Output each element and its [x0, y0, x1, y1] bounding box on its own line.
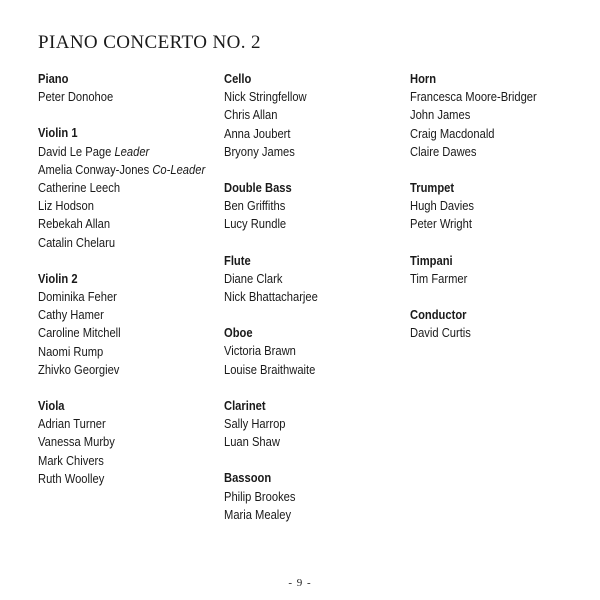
- member-row: [410, 270, 565, 288]
- section-heading: Flute: [224, 252, 251, 268]
- section-heading: Cello: [224, 71, 252, 86]
- member-row: [410, 106, 565, 124]
- section-horn: [410, 70, 590, 161]
- section-heading: Viola: [38, 398, 65, 414]
- member-row: [38, 234, 193, 252]
- member-row: [224, 143, 379, 161]
- member-row: [410, 197, 565, 215]
- section-heading: Double Bass: [224, 180, 292, 196]
- member-row: [224, 197, 379, 215]
- member-row: [38, 306, 193, 324]
- member-row: [38, 452, 193, 470]
- member-name: Craig Macdonald: [410, 125, 495, 141]
- section-heading: Trumpet: [410, 180, 455, 196]
- section-heading: Timpani: [410, 252, 453, 268]
- member-name: Mark Chivers: [38, 452, 104, 468]
- member-name: Tim Farmer: [410, 270, 468, 286]
- member-row: [38, 343, 193, 361]
- member-row: [38, 470, 193, 488]
- member-row: [224, 88, 379, 106]
- member-row: [224, 270, 379, 288]
- member-name: Nick Bhattacharjee: [224, 289, 318, 305]
- member-name: David Curtis: [410, 325, 471, 341]
- section-heading: Horn: [410, 71, 437, 86]
- member-name: Anna Joubert: [224, 125, 291, 141]
- column-1: [38, 70, 218, 506]
- member-name: Bryony James: [224, 143, 295, 159]
- column-3: [410, 70, 590, 360]
- section-viola: [38, 397, 218, 488]
- member-row: [224, 361, 379, 379]
- member-name: Victoria Brawn: [224, 343, 296, 359]
- section-heading: Conductor: [410, 307, 467, 323]
- member-row: [38, 179, 193, 197]
- member-row: [224, 215, 379, 233]
- member-row: [38, 197, 193, 215]
- member-name: Chris Allan: [224, 107, 278, 123]
- section-piano: [38, 70, 218, 106]
- member-row: [224, 106, 379, 124]
- member-row: [224, 125, 379, 143]
- member-name: Cathy Hamer: [38, 307, 104, 323]
- member-name: Vanessa Murby: [38, 434, 115, 450]
- member-name: Liz Hodson: [38, 198, 94, 214]
- member-name: Luan Shaw: [224, 434, 280, 450]
- member-name: Rebekah Allan: [38, 216, 111, 232]
- section-trumpet: [410, 179, 590, 234]
- section-cello: [224, 70, 404, 161]
- member-name: Philip Brookes: [224, 488, 296, 504]
- member-name: Diane Clark: [224, 270, 283, 286]
- page-number: - 9 -: [288, 577, 312, 589]
- member-row: [224, 488, 379, 506]
- member-name: David Le Page: [38, 143, 112, 159]
- member-row: [224, 506, 379, 524]
- member-row: [38, 88, 193, 106]
- section-clarinet: [224, 397, 404, 452]
- section-heading: Violin 1: [38, 125, 78, 141]
- member-name: Peter Wright: [410, 216, 472, 232]
- section-flute: [224, 252, 404, 307]
- section-oboe: [224, 324, 404, 379]
- member-name: Caroline Mitchell: [38, 325, 121, 341]
- section-conductor: [410, 306, 590, 342]
- section-heading: Clarinet: [224, 397, 266, 413]
- member-row: [38, 161, 206, 179]
- member-name: Nick Stringfellow: [224, 89, 307, 105]
- member-row: [38, 215, 193, 233]
- section-bassoon: [224, 469, 404, 524]
- member-name: Francesca Moore-Bridger: [410, 89, 537, 105]
- member-name: Sally Harrop: [224, 416, 286, 432]
- member-row: [224, 415, 379, 433]
- member-name: Catherine Leech: [38, 180, 121, 196]
- member-row: [410, 88, 565, 106]
- member-row: [38, 324, 193, 342]
- member-name: Zhivko Georgiev: [38, 361, 120, 377]
- member-name: Catalin Chelaru: [38, 234, 116, 250]
- member-row: [38, 433, 193, 451]
- section-heading: Oboe: [224, 325, 253, 341]
- page-title: PIANO CONCERTO NO. 2: [38, 32, 261, 53]
- member-name: Adrian Turner: [38, 416, 106, 432]
- member-name: Ben Griffiths: [224, 198, 286, 214]
- member-name: Naomi Rump: [38, 343, 104, 359]
- member-name: Dominika Feher: [38, 289, 117, 305]
- member-name: Lucy Rundle: [224, 216, 287, 232]
- member-row: [38, 415, 193, 433]
- member-row: [410, 324, 565, 342]
- section-heading: Bassoon: [224, 470, 272, 486]
- member-row: [410, 215, 565, 233]
- member-row: [38, 288, 193, 306]
- member-role: Leader: [114, 143, 150, 159]
- member-row: [410, 125, 565, 143]
- member-row: [38, 143, 193, 161]
- member-name: Ruth Woolley: [38, 470, 105, 486]
- member-name: Louise Braithwaite: [224, 361, 316, 377]
- section-timpani: [410, 252, 590, 288]
- member-row: [224, 433, 379, 451]
- member-name: Amelia Conway-Jones: [38, 161, 150, 177]
- section-heading: Violin 2: [38, 270, 78, 286]
- member-name: Peter Donohoe: [38, 89, 114, 105]
- member-name: Hugh Davies: [410, 198, 475, 214]
- member-name: Claire Dawes: [410, 143, 477, 159]
- member-row: [224, 288, 379, 306]
- section-violin-1: [38, 124, 218, 251]
- member-row: [224, 342, 379, 360]
- member-role: Co-Leader: [152, 161, 206, 177]
- member-name: John James: [410, 107, 471, 123]
- section-violin-2: [38, 270, 218, 379]
- section-double-bass: [224, 179, 404, 234]
- member-row: [410, 143, 565, 161]
- member-row: [38, 361, 193, 379]
- section-heading: Piano: [38, 71, 69, 86]
- member-name: Maria Mealey: [224, 506, 292, 522]
- column-2: [224, 70, 404, 542]
